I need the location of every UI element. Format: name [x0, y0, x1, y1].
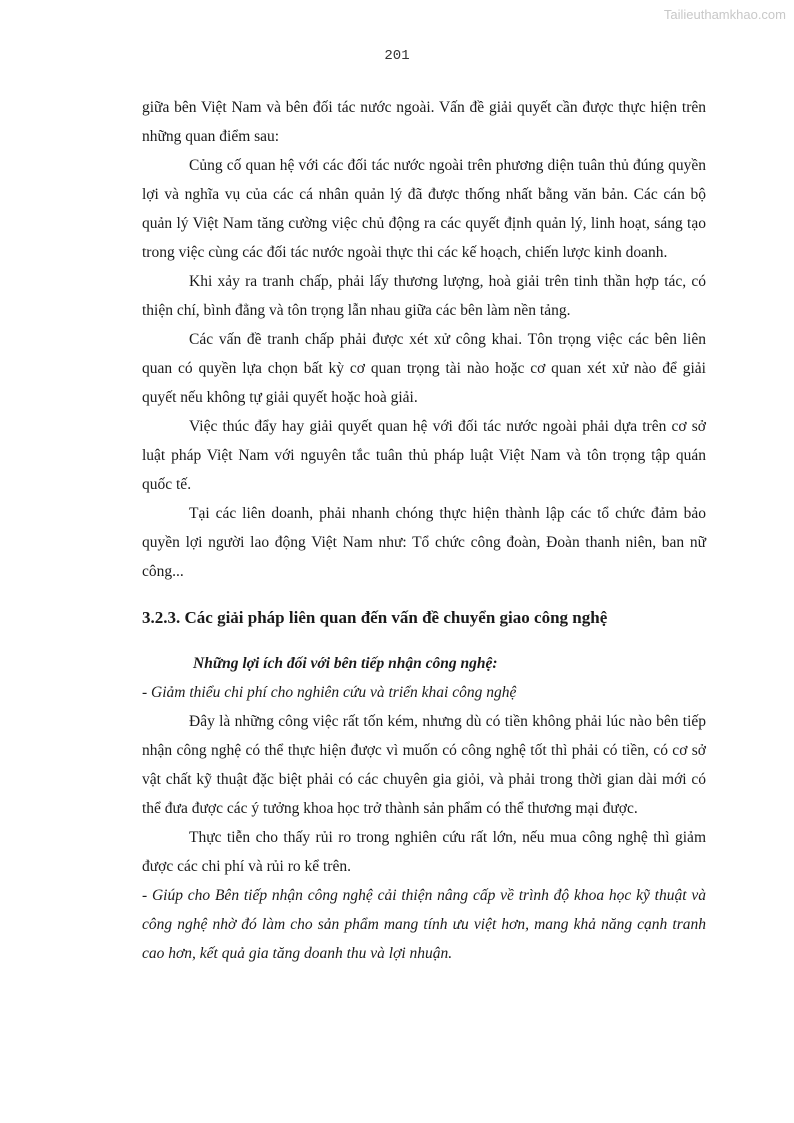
paragraph-costly-work: Đây là những công việc rất tốn kém, nhưng dù có tiền không phải lúc nào bên tiếp nhận công nghệ có thể thực hiện được vì muốn có công nghệ tốt thì phải có tiền, có cơ sở vật chất kỹ thuật đặc biệt phải có các chuyên gia giỏi, và phải trong thời gian dài mới có thể đưa được các ý tưởng khoa học trở thành sản phẩm có thể thương mại được.: [142, 713, 706, 817]
page-number: 201: [384, 48, 410, 64]
document-body: [142, 93, 706, 968]
paragraph-continuation: giữa bên Việt Nam và bên đối tác nước ngoài. Vấn đề giải quyết cần được thực hiện trên những quan điểm sau:: [142, 99, 706, 145]
watermark-text: Tailieuthamkhao.com: [663, 7, 786, 22]
paragraph-public-trial: Các vấn đề tranh chấp phải được xét xử công khai. Tôn trọng việc các bên liên quan có quyền lựa chọn bất kỳ cơ quan trọng tài nào hoặc cơ quan xét xử nào để giải quyết nếu không tự giải quyết hoặc hoà giải.: [142, 331, 706, 406]
paragraph-strengthen-relations: Củng cố quan hệ với các đối tác nước ngoài trên phương diện tuân thủ đúng quyền lợi và nghĩa vụ của các cá nhân quản lý đã được thống nhất bằng văn bản. Các cán bộ quản lý Việt Nam tăng cường việc chủ động ra các quyết định quản lý, linh hoạt, sáng tạo trong việc cùng các đối tác nước ngoài thực thi các kế hoạch, chiến lược kinh doanh.: [142, 157, 706, 261]
subheading-benefits: Những lợi ích đối với bên tiếp nhận công nghệ:: [193, 655, 498, 672]
bullet-reduce-costs: - Giảm thiểu chi phí cho nghiên cứu và triển khai công nghệ: [142, 684, 517, 701]
paragraph-research-risk: Thực tiễn cho thấy rủi ro trong nghiên cứu rất lớn, nếu mua công nghệ thì giảm được các chi phí và rủi ro kể trên.: [142, 829, 706, 875]
paragraph-legal-basis: Việc thúc đẩy hay giải quyết quan hệ với đối tác nước ngoài phải dựa trên cơ sở luật pháp Việt Nam với nguyên tắc tuân thủ pháp luật Việt Nam và tôn trọng tập quán quốc tế.: [142, 418, 706, 493]
paragraph-dispute-negotiation: Khi xảy ra tranh chấp, phải lấy thương lượng, hoà giải trên tinh thần hợp tác, có thiện chí, bình đẳng và tôn trọng lẫn nhau giữa các bên làm nền tảng.: [142, 273, 706, 319]
section-heading: 3.2.3. Các giải pháp liên quan đến vấn đề chuyển giao công nghệ: [142, 608, 608, 627]
paragraph-joint-ventures: Tại các liên doanh, phải nhanh chóng thực hiện thành lập các tổ chức đảm bảo quyền lợi người lao động Việt Nam như: Tổ chức công đoàn, Đoàn thanh niên, ban nữ công...: [142, 505, 706, 580]
bullet-improve-technology: - Giúp cho Bên tiếp nhận công nghệ cải thiện nâng cấp về trình độ khoa học kỹ thuật và công nghệ nhờ đó làm cho sản phẩm mang tính ưu việt hơn, mang khả năng cạnh tranh cao hơn, kết quả gia tăng doanh thu và lợi nhuận.: [142, 887, 706, 962]
